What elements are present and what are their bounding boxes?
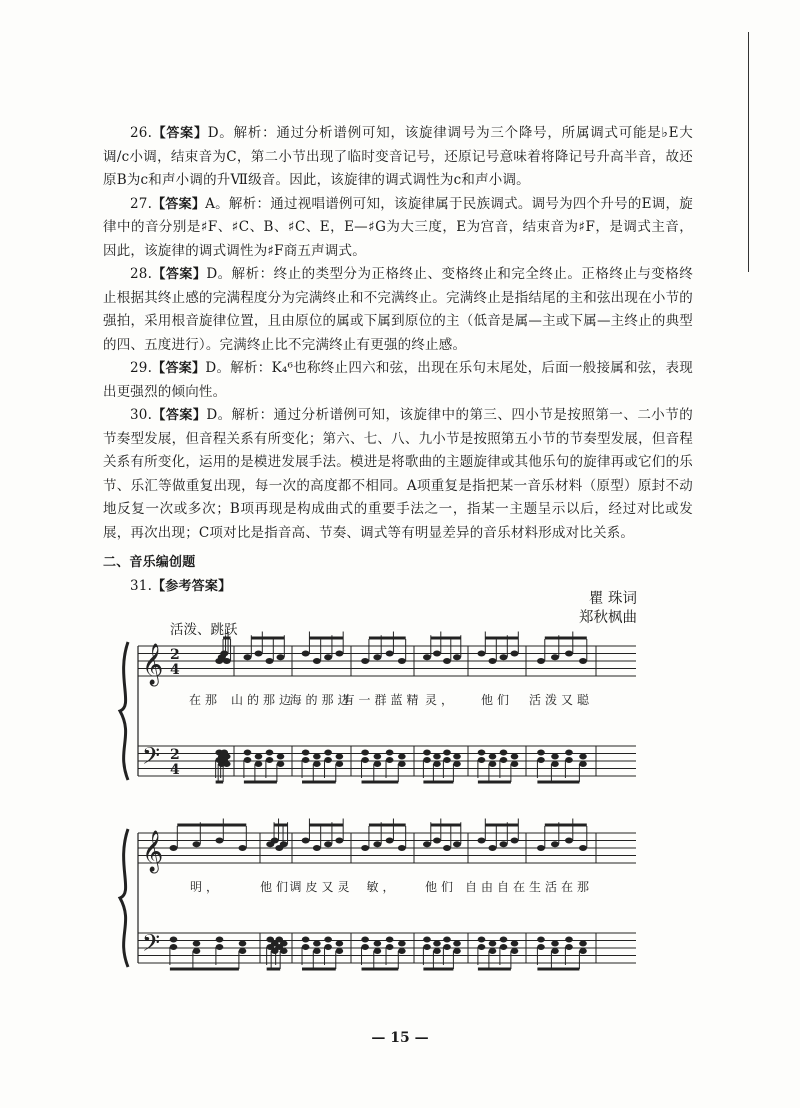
- bass-note-head: [193, 941, 201, 947]
- melody-note-head: [223, 658, 231, 664]
- bass-note-head: [511, 948, 519, 954]
- melody-note-head: [313, 845, 321, 851]
- tempo-marking: 活泼、跳跃: [170, 622, 238, 638]
- bass-note-head: [374, 941, 382, 947]
- bass-note-head: [223, 754, 231, 760]
- bass-note-head: [277, 761, 285, 767]
- bass-note-head: [386, 757, 394, 763]
- answer-27: 27.【答案】A。解析：通过视唱谱例可知，该旋律属于民族调式。调号为四个升号的E调，旋律中的音分别是♯F、♯C、B、♯C、E，E—♯G为大三度，E为宫音，结束音为♯F，是调式主音，因此，该旋律的调式调性为♯F商五声调式。: [103, 195, 693, 259]
- bass-note-head: [239, 948, 247, 954]
- bass-note-head: [374, 948, 382, 954]
- bass-note-head: [336, 941, 344, 947]
- bass-note-head: [266, 750, 274, 756]
- bass-note-head: [551, 948, 559, 954]
- bass-note-head: [489, 761, 497, 767]
- bass-note-head: [433, 941, 441, 947]
- bass-note-head: [386, 937, 394, 943]
- bass-note-head: [216, 944, 224, 950]
- bass-note-head: [537, 757, 545, 763]
- melody-note-head: [266, 658, 274, 664]
- bass-note-head: [500, 757, 508, 763]
- melody-note-head: [489, 845, 497, 851]
- time-signature-bottom: 4: [170, 662, 180, 678]
- melody-note-head: [489, 658, 497, 664]
- melody-note-head: [511, 651, 519, 657]
- melody-note-head: [170, 845, 178, 851]
- lyric-text: 调皮又灵: [289, 880, 354, 894]
- bass-note-head: [398, 941, 406, 947]
- bass-note-head: [500, 937, 508, 943]
- melody-note-head: [551, 654, 559, 660]
- page-number: — 15 —: [371, 1030, 429, 1046]
- time-signature-top: 2: [170, 647, 180, 663]
- melody-note-head: [280, 841, 288, 847]
- bass-note-head: [443, 757, 451, 763]
- lyric-text: 在那: [188, 693, 222, 707]
- bass-note-head: [313, 948, 321, 954]
- bass-note-head: [398, 761, 406, 767]
- melody-note-head: [302, 838, 310, 844]
- time-signature-bottom: 4: [170, 762, 180, 778]
- bass-note-head: [579, 754, 587, 760]
- lyric-text: 生活在那: [528, 880, 594, 894]
- bass-note-head: [313, 754, 321, 760]
- bass-note-head: [537, 944, 545, 950]
- treble-clef-icon: 𝄞: [142, 644, 164, 685]
- melody-note-head: [335, 838, 343, 844]
- bass-note-head: [302, 937, 310, 943]
- melody-note-head: [373, 654, 381, 660]
- bass-note-head: [489, 948, 497, 954]
- melody-note-head: [443, 658, 451, 664]
- melody-note-head: [361, 845, 369, 851]
- bass-note-head: [324, 944, 332, 950]
- bass-note-head: [336, 761, 344, 767]
- bass-note-head: [565, 757, 573, 763]
- melody-note-head: [335, 651, 343, 657]
- bass-note-head: [280, 948, 288, 954]
- bass-note-head: [433, 761, 441, 767]
- bass-note-head: [280, 941, 288, 947]
- melody-note-head: [302, 651, 310, 657]
- answer-30: 30.【答案】D。解析：通过分析谱例可知，该旋律中的第三、四小节是按照第一、二小节的节奏型发展，但音程关系有所变化；第六、七、八、九小节是按照第五小节的节奏型发展，但音程关系有所变化，运用的是模进发展手法。模进是将歌曲的主题旋律或其他乐句的旋律再或它们的乐节、乐汇等做重复出现，每一次的高度都不相同。A项重复是指把某一音乐材料（原型）原封不动地反复一次或多次；B项再现是构成曲式的重要手法之一，指某一主题呈示以后，经过对比或发展，再次出现；C项对比是指音高、节奏、调式等有明显差异的音乐材料形成对比关系。: [103, 407, 693, 541]
- score-system-2: [120, 819, 636, 970]
- melody-note-head: [500, 841, 508, 847]
- bass-note-head: [453, 761, 461, 767]
- bass-note-head: [453, 754, 461, 760]
- bass-note-head: [423, 944, 431, 950]
- bass-note-head: [313, 761, 321, 767]
- grand-staff-brace: [120, 642, 128, 780]
- bass-note-head: [423, 750, 431, 756]
- lyricist-credit: 瞿 珠词: [588, 591, 637, 607]
- bass-note-head: [244, 757, 252, 763]
- score-system-1: [120, 632, 636, 783]
- answer-29: 29.【答案】D。解析：K₄⁶也称终止四六和弦，出现在乐句末尾处，后面一般接属和弦，表现出更强烈的倾向性。: [103, 360, 693, 400]
- melody-note-head: [443, 845, 451, 851]
- bass-note-head: [361, 750, 369, 756]
- melody-note-head: [500, 654, 508, 660]
- bass-note-head: [336, 948, 344, 954]
- bass-note-head: [324, 750, 332, 756]
- bass-note-head: [500, 750, 508, 756]
- melody-note-head: [537, 845, 545, 851]
- bass-note-head: [579, 941, 587, 947]
- bass-note-head: [244, 750, 252, 756]
- lyric-text: 海的那边: [289, 693, 354, 707]
- melody-note-head: [453, 841, 461, 847]
- melody-note-head: [579, 658, 587, 664]
- lyric-text: 灵，: [424, 693, 458, 707]
- melody-note-head: [386, 651, 394, 657]
- composer-credit: 郑秋枫曲: [579, 610, 637, 626]
- bass-note-head: [565, 937, 573, 943]
- bass-note-head: [266, 757, 274, 763]
- bass-note-head: [565, 944, 573, 950]
- bass-note-head: [423, 937, 431, 943]
- bass-note-head: [537, 750, 545, 756]
- lyric-text: 敏，: [366, 880, 399, 894]
- bass-note-head: [478, 757, 486, 763]
- melody-note-head: [423, 841, 431, 847]
- bass-note-head: [386, 750, 394, 756]
- melody-note-head: [551, 841, 559, 847]
- melody-note-head: [361, 658, 369, 664]
- melody-note-head: [244, 654, 252, 660]
- melody-note-head: [579, 845, 587, 851]
- bass-note-head: [361, 944, 369, 950]
- bass-note-head: [302, 750, 310, 756]
- section-title: 二、音乐编创题: [103, 555, 196, 570]
- bass-note-head: [361, 757, 369, 763]
- bass-note-head: [478, 750, 486, 756]
- bass-note-head: [443, 750, 451, 756]
- bass-note-head: [500, 944, 508, 950]
- answer-26: 26.【答案】D。解析：通过分析谱例可知，该旋律调号为三个降号，所属调式可能是♭E大调/c小调，结束音为C，第二小节出现了临时变音记号，还原记号意味着将降记号升高半音，故还原B为c和声小调的升Ⅶ级音。因此，该旋律的调式调性为c和声小调。: [103, 125, 693, 188]
- bass-clef-icon: 𝄢: [142, 742, 161, 775]
- melody-note-head: [324, 654, 332, 660]
- bass-note-head: [324, 937, 332, 943]
- lyric-text: 他们: [259, 880, 293, 894]
- bass-note-head: [579, 761, 587, 767]
- bass-note-head: [255, 754, 263, 760]
- melody-note-head: [423, 654, 431, 660]
- lyric-text: 自由自在: [464, 880, 530, 894]
- melody-note-head: [398, 845, 406, 851]
- bass-note-head: [336, 754, 344, 760]
- bass-note-head: [511, 754, 519, 760]
- melody-note-head: [565, 651, 573, 657]
- lyric-text: 山的那边: [230, 693, 296, 707]
- bass-note-head: [433, 754, 441, 760]
- melody-note-head: [478, 838, 486, 844]
- melody-note-head: [313, 658, 321, 664]
- bass-note-head: [489, 754, 497, 760]
- bass-note-head: [398, 754, 406, 760]
- bass-note-head: [443, 937, 451, 943]
- melody-note-head: [433, 651, 441, 657]
- bass-note-head: [324, 757, 332, 763]
- bass-note-head: [551, 941, 559, 947]
- bass-note-head: [255, 761, 263, 767]
- melody-note-head: [433, 838, 441, 844]
- bass-note-head: [579, 948, 587, 954]
- bass-note-head: [423, 757, 431, 763]
- lyric-text: 他们: [480, 693, 514, 707]
- melody-note-head: [220, 651, 228, 657]
- bass-note-head: [374, 761, 382, 767]
- treble-clef-icon: 𝄞: [142, 831, 164, 872]
- melody-note-head: [255, 651, 263, 657]
- melody-note-head: [271, 838, 279, 844]
- melody-note-head: [216, 838, 224, 844]
- bass-note-head: [511, 941, 519, 947]
- bass-note-head: [453, 941, 461, 947]
- melody-note-head: [565, 838, 573, 844]
- bass-note-head: [170, 944, 178, 950]
- lyric-text: 明，: [189, 880, 223, 894]
- time-signature-top: 2: [170, 747, 180, 763]
- melody-note-head: [386, 838, 394, 844]
- bass-clef-icon: 𝄢: [142, 929, 161, 962]
- bass-note-head: [170, 937, 178, 943]
- bass-note-head: [386, 944, 394, 950]
- bass-note-head: [565, 750, 573, 756]
- bass-note-head: [443, 944, 451, 950]
- lyric-text: 有一群蓝精: [342, 693, 423, 707]
- melody-note-head: [193, 841, 201, 847]
- melody-note-head: [511, 838, 519, 844]
- lyric-text: 他们: [424, 880, 458, 894]
- bass-note-head: [374, 754, 382, 760]
- bass-note-head: [551, 754, 559, 760]
- bass-note-head: [478, 937, 486, 943]
- bass-note-head: [223, 761, 231, 767]
- bass-note-head: [433, 948, 441, 954]
- melody-note-head: [537, 658, 545, 664]
- melody-note-head: [478, 651, 486, 657]
- bass-note-head: [302, 757, 310, 763]
- melody-note-head: [324, 841, 332, 847]
- grand-staff-brace: [120, 829, 128, 967]
- melody-note-head: [239, 845, 247, 851]
- melody-note-head: [277, 654, 285, 660]
- bass-note-head: [478, 944, 486, 950]
- bass-note-head: [453, 948, 461, 954]
- bass-note-head: [551, 761, 559, 767]
- melody-note-head: [398, 658, 406, 664]
- bass-note-head: [361, 937, 369, 943]
- bass-note-head: [537, 937, 545, 943]
- melody-note-head: [453, 654, 461, 660]
- bass-note-head: [398, 948, 406, 954]
- answer-28: 28.【答案】D。解析：终止的类型分为正格终止、变格终止和完全终止。正格终止与变格终止根据其终止感的完满程度分为完满终止和不完满终止。完满终止是指结尾的主和弦出现在小节的强拍，采用根音旋律位置，且由原位的属或下属到原位的主（低音是属—主或下属—主终止的典型的四、五度进行）。完满终止比不完满终止有更强的终止感。: [103, 266, 693, 353]
- bass-note-head: [277, 754, 285, 760]
- answer-31-heading: 31.【参考答案】: [130, 577, 232, 594]
- bass-note-head: [313, 941, 321, 947]
- bass-note-head: [511, 761, 519, 767]
- bass-note-head: [302, 944, 310, 950]
- melody-note-head: [373, 841, 381, 847]
- bass-note-head: [489, 941, 497, 947]
- bass-note-head: [239, 941, 247, 947]
- lyric-text: 活泼又聪: [528, 693, 594, 707]
- bass-note-head: [216, 937, 224, 943]
- bass-note-head: [193, 948, 201, 954]
